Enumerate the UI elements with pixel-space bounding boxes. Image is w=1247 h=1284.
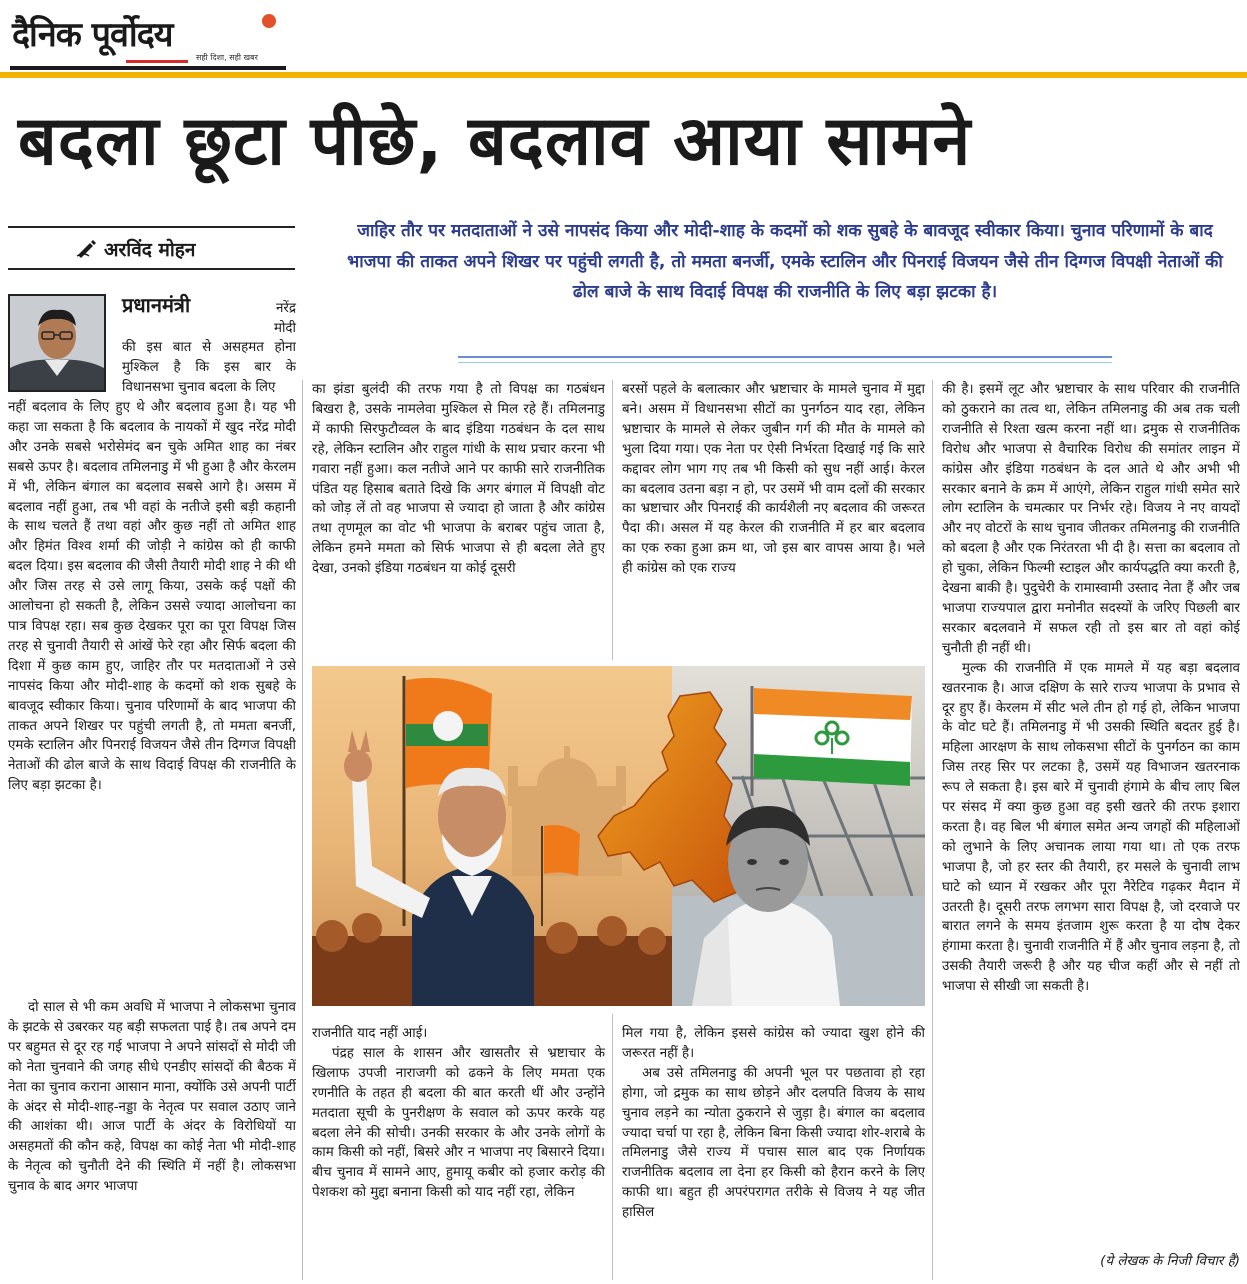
article-paragraph: की इस बात से असहमत होना मुश्किल है कि इस बार के विधानसभा चुनाव बदला के लिए bbox=[122, 340, 296, 395]
opening-word: प्रधानमंत्री bbox=[122, 293, 191, 317]
article-column-3-lower bbox=[622, 1024, 925, 1280]
column-divider bbox=[612, 1014, 613, 1280]
top-color-band bbox=[0, 72, 1247, 78]
opening-word-rest: नरेंद्र मोदी bbox=[273, 301, 296, 336]
lead-summary: जाहिर तौर पर मतदाताओं ने उसे नापसंद किया और मोदी-शाह के कदमों को शक सुबहे के बावजूद स्वीकार किया। चुनाव परिणामों के बाद भाजपा की ताकत अपने शिखर पर पहुंची लगती है, तो ममता बनर्जी, एमके स्टालिन और पिनराई विजयन जैसे तीन दिग्गज विपक्षी नेताओं की ढोल बाजे के साथ विदाई विपक्ष की राजनीति के लिए बड़ा झटका है। bbox=[347, 221, 1223, 302]
article-paragraph: नहीं बदलाव के लिए हुए थे और बदलाव हुआ है। यह भी कहा जा सकता है कि बदलाव के नायकों में खुद नरेंद्र मोदी और उनके सबसे भरोसेमंद बन चुके अमित शाह का नंबर सबसे ऊपर है। बदलाव तमिलनाडु में भी हुआ है और केरलम में भी, लेकिन बंगाल का बदलाव सबसे आगे है। असम में बदलाव नहीं हुआ, तब भी वहां के नतीजे इसी बड़ी कहानी के साथ चलते हैं तथा वहां और कुछ नहीं तो अमित शाह और हिमंत विश्व शर्मा की जोड़ी ने कांग्रेस को ही काफी बदल दिया। इस बदलाव की जैसी तैयारी मोदी शाह ने की थी और जिस तरह से उसे लागू किया, उसके कई पक्षों की आलोचना हो सकती है, लेकिन उससे ज्यादा आलोचना का पात्र विपक्ष रहा। सब कुछ देखकर पूरा का पूरा विपक्ष जिस तरह से चुनावी तैयारी से आंखें फेरे रहा और सिर्फ बदला की दिशा में कुछ काम हुए, जाहिर तौर पर मतदाताओं ने उसे नापसंद किया और मोदी-शाह के कदमों को शक सुबहे के बावजूद स्वीकार किया। चुनाव परिणामों के बाद भाजपा की ताकत अपने शिखर पर पहुंची लगती है, तो ममता बनर्जी, एमके स्टालिन और पिनराई विजयन जैसे तीन दिग्गज विपक्षी नेताओं की ढोल बाजे के साथ विदाई विपक्ष की राजनीति के लिए बड़ा झटका है। bbox=[8, 400, 296, 794]
masthead-accent-line bbox=[126, 60, 188, 63]
article-photo bbox=[312, 666, 925, 1006]
article-column-1-lower bbox=[8, 998, 296, 1278]
article-paragraph: दो साल से भी कम अवधि में भाजपा ने लोकसभा चुनाव के झटके से उबरकर यह बड़ी सफलता पाई है। तब अपने दम पर बहुमत से दूर रह गई भाजपा ने अपने सांसदों से मोदी जी को नेता चुनवाने की जगह सीधे एनडीए सांसदों की बैठक में नेता का चुनाव कराना आसान माना, क्योंकि उसे अपनी पार्टी के अंदर से मोदी-शाह-नड्डा के नेतृत्व पर सवाल उठाए जाने की आशंका थी। आज पार्टी के अंदर के विरोधियों या असहमतों की कौन कहे, विपक्ष का कोई नेता भी मोदी-शाह के नेतृत्व को चुनौती देने की स्थिति में नहीं है। लोकसभा चुनाव के बाद अगर भाजपा bbox=[8, 1000, 296, 1195]
column-divider bbox=[612, 380, 613, 660]
article-paragraph: बरसों पहले के बलात्कार और भ्रष्टाचार के मामले चुनाव में मुद्दा बने। असम में विधानसभा सीटों का पुनर्गठन याद रहा, लेकिन भ्रष्टाचार के मामले से लेकर जुबीन गर्ग की मौत के मामले को भुला दिया गया। एक नेता पर ऐसी निर्भरता दिखाई गई कि सारे कद्दावर लोग भाग गए तब भी किसी को सुध नहीं आई। केरल का बदलाव उतना बड़ा न हो, पर उसमें भी वाम दलों की सरकार का भ्रष्टाचार और पिनराई की कार्यशैली नए बदलाव की जरूरत पैदा की। असल में यह केरल की राजनीति में हर बार बदलाव का एक रुका हुआ क्रम था, जो इस बार वापस आया है। भले ही कांग्रेस को एक राज्य bbox=[622, 382, 925, 577]
column-divider bbox=[932, 380, 933, 1280]
byline-bottom-rule bbox=[8, 268, 295, 270]
column-divider bbox=[302, 380, 303, 1280]
author-disclaimer: (ये लेखक के निजी विचार हैं) bbox=[1100, 1254, 1240, 1269]
article-column-3 bbox=[622, 380, 925, 660]
article-paragraph: का झंडा बुलंदी की तरफ गया है तो विपक्ष का गठबंधन बिखरा है, उसके नामलेवा मुश्किल से मिल रहे हैं। तमिलनाडु में काफी सिरफुटौव्वल के बाद इंडिया गठबंधन के दल साथ रहे, लेकिन स्टालिन और राहुल गांधी के साथ प्रचार करना भी गवारा नहीं हुआ। कल नतीजे आने पर काफी सारे राजनीतिक पंडित यह हिसाब बताते दिखे कि अगर बंगाल में विपक्षी वोट को जोड़ लें तो वह भाजपा से ज्यादा हो जाता है और कांग्रेस तथा तृणमूल का वोट भी भाजपा के बराबर पहुंच जाता है, लेकिन हमने ममता को सिर्फ भाजपा से ही बदला लेते हुए देखा, उनको इंडिया गठबंधन या कोई दूसरी bbox=[312, 382, 605, 577]
masthead-underline bbox=[10, 66, 286, 70]
author-photo bbox=[8, 294, 106, 392]
article-paragraph: मिल गया है, लेकिन इससे कांग्रेस को ज्यादा खुश होने की जरूरत नहीं है। bbox=[622, 1026, 925, 1061]
pen-icon bbox=[76, 238, 98, 258]
masthead-tagline: सही दिशा, सही खबर bbox=[196, 53, 258, 62]
article-column-2 bbox=[312, 380, 605, 660]
lead-underline bbox=[458, 356, 1112, 358]
article-column-1 bbox=[8, 398, 296, 998]
article-paragraph: पंद्रह साल के शासन और खासतौर से भ्रष्टाचार के खिलाफ उपजी नाराजगी को ढकने के लिए ममता एक रणनीति के तहत ही बदला की बात करती थीं और उन्होंने मतदाता सूची के पुनरीक्षण के सवाल को ऊपर करके यह बदला लेने की सोची। उनकी सरकार के और उनके लोगों के काम किसी को नहीं, बिसरे और न भाजपा नए बिसारने दिया। बीच चुनाव में सामने आए, हुमायू कबीर को हजार करोड़ की पेशकश को मुद्दा बनाना किसी को याद नहीं रहा, लेकिन bbox=[312, 1045, 605, 1201]
byline-top-rule bbox=[8, 226, 295, 228]
article-paragraph: अब उसे तमिलनाडु की अपनी भूल पर पछतावा हो रहा होगा, जो द्रमुक का साथ छोड़ने और दलपति विजय के साथ चुनाव लड़ने का न्योता ठुकराने से जुड़ा है। बंगाल का बदलाव ज्यादा चर्चा पा रहा है, लेकिन बिना किसी ज्यादा शोर-शराबे के तमिलनाडु जैसे राज्य में पचास साल बाद एक निर्णायक राजनीतिक बदलाव ला देना हर किसी को हैरान करने के लिए काफी था। बहुत ही अपरंपरागत तरीके से विजय ने यह जीत हासिल bbox=[622, 1065, 925, 1221]
masthead-logo-dot bbox=[262, 14, 276, 28]
article-col1-intro bbox=[122, 338, 296, 398]
byline-author: अरविंद मोहन bbox=[104, 239, 196, 261]
article-paragraph: मुल्क की राजनीति में एक मामले में यह बड़ा बदलाव खतरनाक है। आज दक्षिण के सारे राज्य भाजपा के प्रभाव से दूर हुए हैं। केरलम में सीट भले तीन हो गई हो, लेकिन भाजपा के वोट घटे हैं। तमिलनाडु में भी उसकी स्थिति बदतर हुई है। महिला आरक्षण के साथ लोकसभा सीटों के पुनर्गठन का काम जिस तरह सिर पर लटका है, उसमें यह विभाजन खतरनाक रूप ले सकता है। इस बारे में चुनावी हंगामे के बीच लाए बिल पर संसद में क्या कुछ हुआ वह इसी खतरे की तरफ इशारा करता है। वह बिल भी बंगाल समेत अन्य जगहों की महिलाओं को लुभाने के लिए अचानक लाया गया था। तो एक तरफ भाजपा है, जो हर स्तर की तैयारी, हर मसले के चुनावी लाभ घाटे को ध्यान में रखकर और पूरा नैरेटिव गढ़कर मैदान में उतरती है। दूसरी तरफ लगभग सारा विपक्ष है, जो दरवाजे पर बारात लगने के समय इंतजाम शुरू करता है या दोष देकर हंगामा करता है। चुनावी राजनीति में हैं और चुनाव लड़ना है, तो उसकी तैयारी जरूरी है और यह चीज कहीं और से नहीं तो भाजपा से सीखी जा सकती है। bbox=[942, 660, 1240, 995]
article-column-2-lower bbox=[312, 1024, 605, 1280]
article-column-4 bbox=[942, 380, 1240, 1248]
masthead-name: दैनिक पूर्वोदय bbox=[12, 15, 173, 55]
article-paragraph: राजनीति याद नहीं आई। bbox=[312, 1026, 428, 1041]
lead-underline-secondary bbox=[458, 362, 1112, 363]
headline: बदला छूटा पीछे, बदलाव आया सामने bbox=[18, 102, 972, 181]
article-paragraph: की है। इसमें लूट और भ्रष्टाचार के साथ परिवार की राजनीति को ठुकराने का तत्व था, लेकिन तमिलनाडु की अब तक चली राजनीति से रिश्ता खत्म करना नहीं था। द्रमुक से राजनीतिक विरोध और भाजपा से वैचारिक विरोध की समांतर लाइन में कांग्रेस और इंडिया गठबंधन के दल आते थे और अभी भी सरकार बनाने के क्रम में आएंगे, लेकिन राहुल गांधी समेत सारे लोग स्टालिन के चमत्कार पर निर्भर रहे। विजय ने नए वायदों और नए वोटरों के साथ चुनाव जीतकर तमिलनाडु की राजनीति को बदला है और एक निरंतरता भी दी है। सत्ता का बदलाव तो हो चुका, लेकिन फिल्मी स्टाइल और कार्यपद्धति क्या करती है, देखना बाकी है। पुदुचेरी के रामास्वामी उस्ताद नेता हैं और जब भाजपा राज्यपाल द्वारा मनोनीत सदस्यों के जरिए पिछली बार सरकार बदलवाने में सफल रही तो इस बार तो वहां कोई चुनौती ही नहीं थी। bbox=[942, 382, 1240, 656]
article-opening bbox=[122, 293, 296, 339]
